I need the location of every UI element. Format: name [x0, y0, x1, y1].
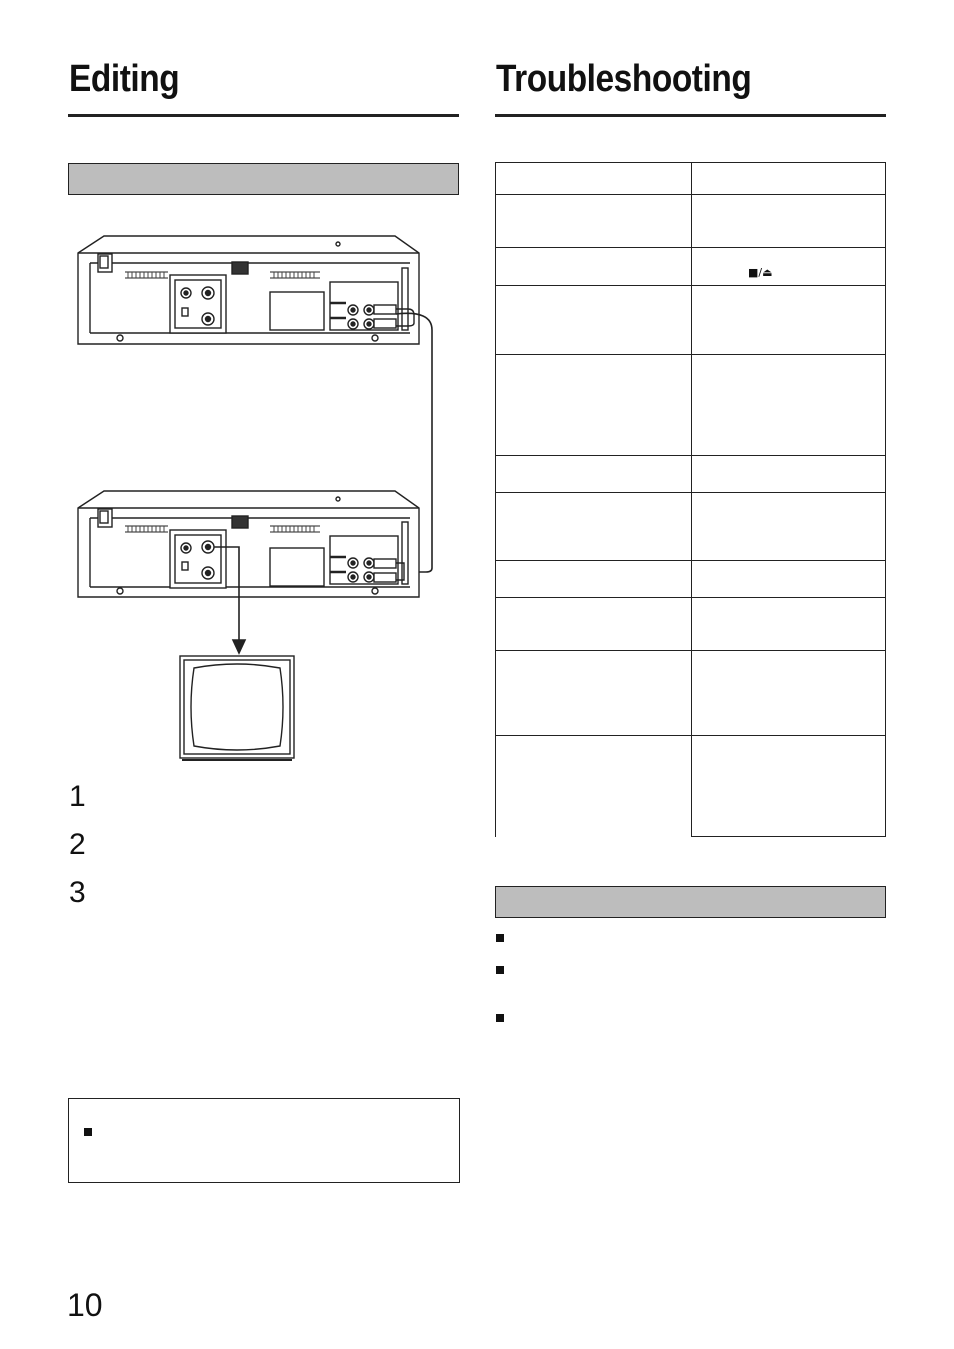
page-title-editing: Editing — [69, 58, 180, 100]
table-row — [496, 561, 886, 598]
remedy-cell — [692, 286, 886, 355]
step-number: 1 — [69, 780, 86, 813]
square-bullet-icon — [84, 1128, 92, 1136]
step-number: 2 — [69, 828, 86, 861]
symptom-cell — [496, 195, 692, 248]
table-row — [496, 163, 886, 195]
remedy-cell — [692, 493, 886, 561]
remedy-cell — [692, 736, 886, 837]
square-bullet-icon — [496, 966, 504, 974]
symptom-cell — [496, 355, 692, 456]
remedy-cell — [692, 561, 886, 598]
table-row — [496, 286, 886, 355]
remedy-cell — [692, 248, 886, 286]
bottom-vcr-icon — [78, 491, 419, 597]
table-header-symptom — [496, 163, 692, 195]
page-title-troubleshooting: Troubleshooting — [496, 58, 752, 100]
step-number: 3 — [69, 876, 86, 909]
table-row — [496, 195, 886, 248]
table-row — [496, 456, 886, 493]
troubleshooting-section-heading-bar — [495, 886, 886, 918]
table-header-remedy — [692, 163, 886, 195]
remedy-cell — [692, 651, 886, 736]
remedy-cell — [692, 195, 886, 248]
symptom-cell — [496, 286, 692, 355]
symptom-cell — [496, 248, 692, 286]
television-icon — [180, 656, 294, 760]
table-row — [496, 355, 886, 456]
table-row — [496, 736, 886, 837]
stop-eject-icon: ■/⏏ — [748, 266, 773, 279]
remedy-cell — [692, 355, 886, 456]
symptom-cell — [496, 598, 692, 651]
square-bullet-icon — [496, 934, 504, 942]
symptom-cell — [496, 493, 692, 561]
table-row — [496, 651, 886, 736]
symptom-cell — [496, 736, 692, 837]
table-row — [496, 598, 886, 651]
troubleshooting-table — [495, 162, 886, 837]
table-row — [496, 493, 886, 561]
remedy-cell — [692, 456, 886, 493]
table-row — [496, 248, 886, 286]
remedy-cell — [692, 598, 886, 651]
symptom-cell — [496, 651, 692, 736]
editing-note-box — [68, 1098, 460, 1183]
symptom-cell — [496, 561, 692, 598]
page-number: 10 — [67, 1287, 103, 1323]
square-bullet-icon — [496, 1014, 504, 1022]
symptom-cell — [496, 456, 692, 493]
top-vcr-icon — [78, 236, 419, 344]
